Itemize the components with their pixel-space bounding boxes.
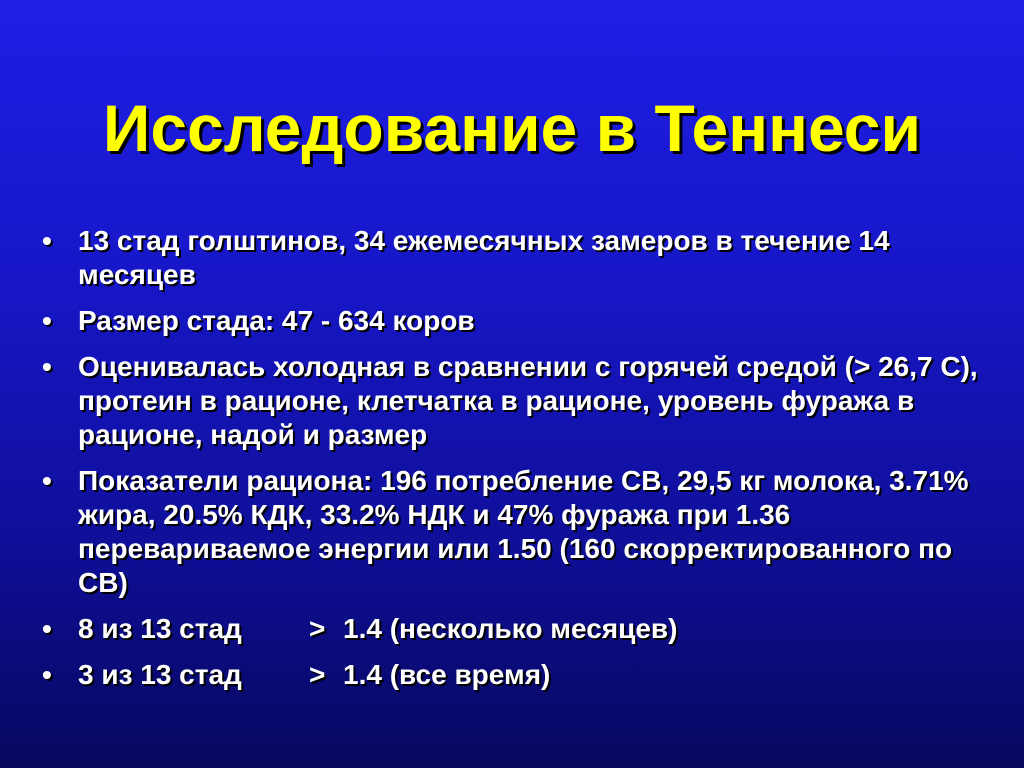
bullet-text: Размер стада: 47 - 634 коров [78,305,475,336]
bullet-item-herd-size [40,304,980,338]
bullet-item-3-of-13 [40,658,980,692]
bullet-dot-icon: • [42,225,52,256]
greater-than-symbol: > [309,613,326,644]
bullet-dot-icon: • [42,465,52,496]
bullet-left-text: 8 из 13 стад [78,613,242,644]
bullet-right-text: 1.4 (несколько месяцев) [343,613,678,644]
bullet-dot-icon: • [42,351,52,382]
greater-than-symbol: > [309,659,326,690]
bullet-dot-icon: • [42,305,52,336]
bullet-item-evaluated [40,350,980,452]
bullet-text: 13 стад голштинов, 34 ежемесячных замеров в течение 14 месяцев [78,225,890,290]
bullet-left-text: 3 из 13 стад [78,659,242,690]
bullet-item-herds [40,224,980,292]
slide-title: Исследование в Теннеси [102,91,922,165]
bullet-dot-icon: • [42,613,52,644]
bullet-right-text: 1.4 (все время) [343,659,551,690]
bullet-item-8-of-13 [40,612,980,646]
bullet-text: Показатели рациона: 196 потребление СВ, 29,5 кг молока, 3.71% жира, 20.5% КДК, 33.2% НДК и 47% фуража при 1.36 перевариваемое энергии или 1.50 (160 скорректированного по СВ) [78,465,969,598]
bullet-text: Оценивалась холодная в сравнении с горячей средой (> 26,7 С), протеин в рационе, клетчатка в рационе, уровень фуража в рационе, надой и размер [78,351,978,450]
bullet-item-ration [40,464,980,600]
bullet-list [40,224,980,704]
bullet-dot-icon: • [42,659,52,690]
